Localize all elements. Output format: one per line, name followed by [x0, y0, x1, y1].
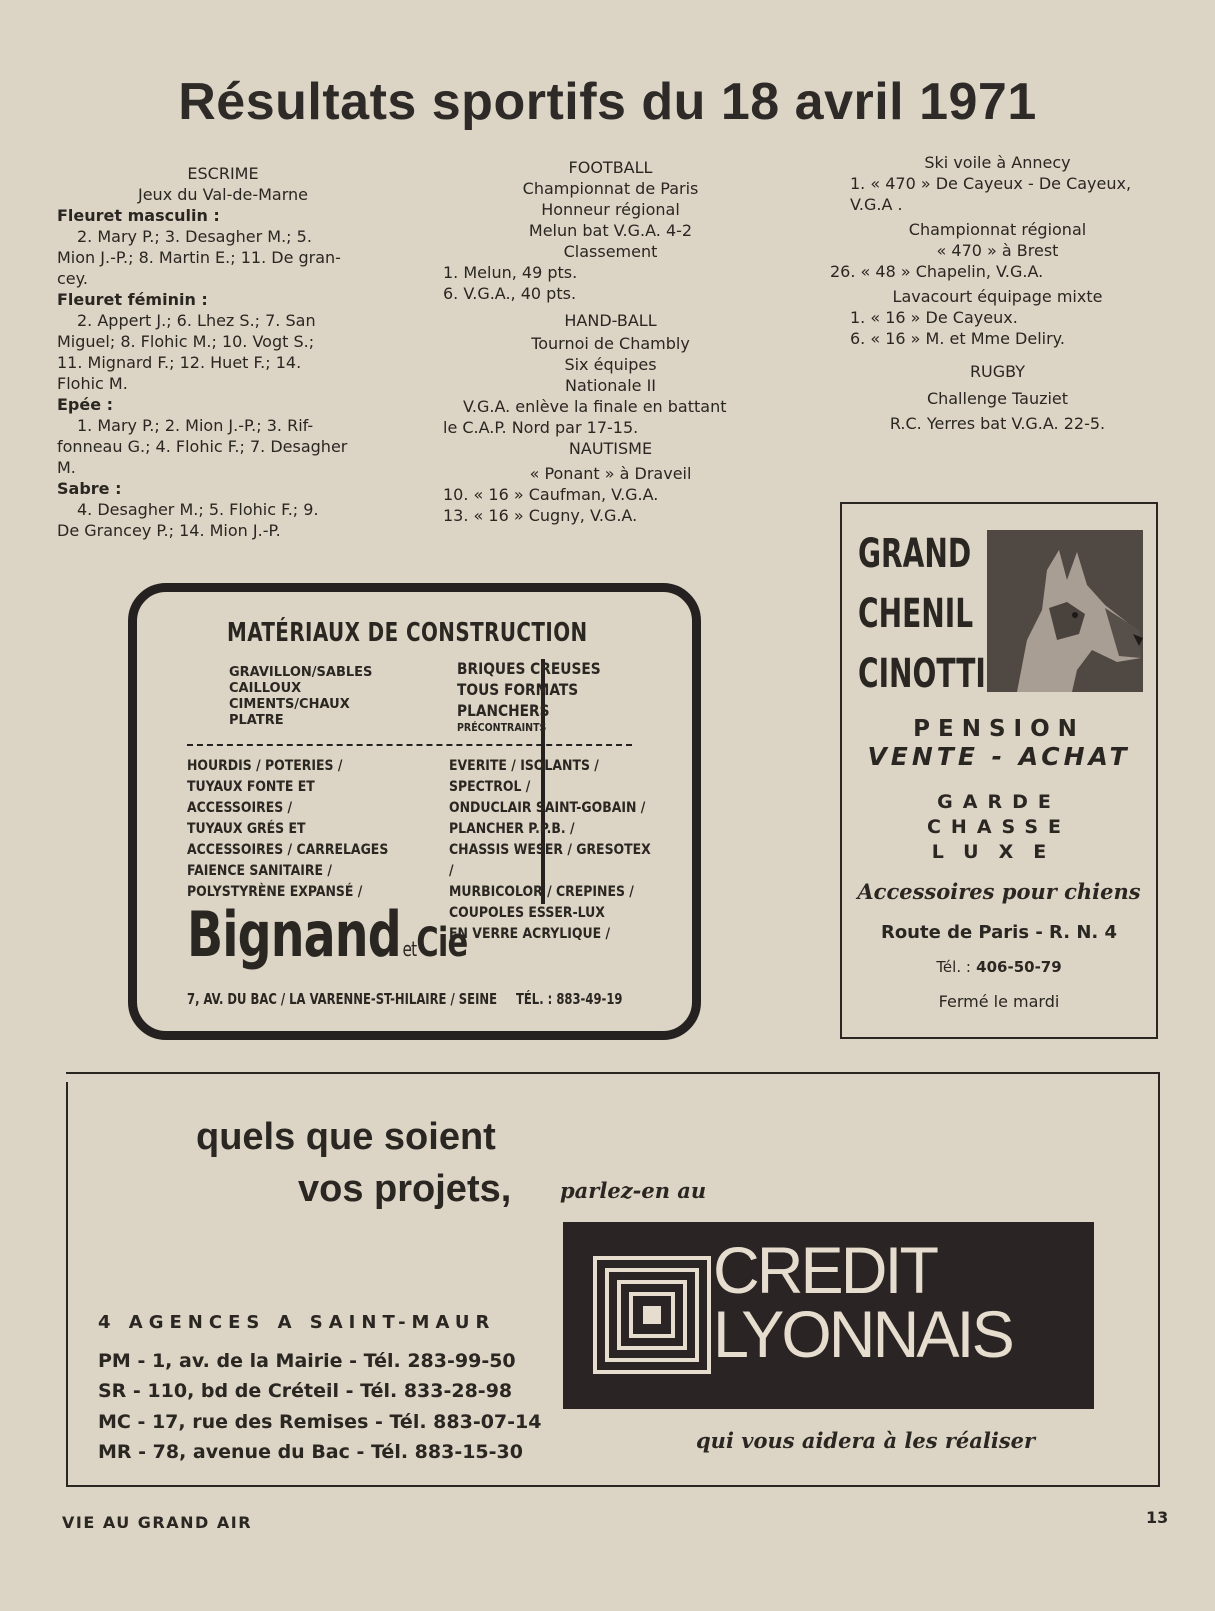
- list-item: BRIQUES CREUSES: [457, 659, 601, 678]
- tel-number: 406-50-79: [976, 958, 1062, 976]
- dashed-divider: [187, 744, 632, 746]
- list-item: CHASSIS WESER / GRESOTEX /: [449, 842, 651, 879]
- tel-label: Tél. :: [936, 958, 971, 976]
- nautisme-result: 13. « 16 » Cugny, V.G.A.: [443, 506, 638, 525]
- credit-headline-1: quels que soient: [196, 1116, 496, 1158]
- list-item: PRÉCONTRAINTS: [457, 721, 547, 734]
- middle-column: [443, 157, 778, 526]
- voile-result: 6. « 16 » M. et Mme Deliry.: [850, 329, 1065, 348]
- handball-heading: HAND-BALL: [564, 311, 657, 330]
- result-line: fonneau G.; 4. Flohic F.; 7. Desagher: [57, 437, 348, 456]
- list-item: HOURDIS / POTERIES /: [187, 758, 343, 774]
- result-line: cey.: [57, 269, 88, 288]
- list-item: POLYSTYRÈNE EXPANSÉ /: [187, 884, 363, 900]
- chenil-service: GARDE: [937, 791, 1061, 813]
- voile-result: V.G.A .: [850, 195, 903, 214]
- standing-line: 1. Melun, 49 pts.: [443, 263, 578, 282]
- credit-parlez: parlez-en au: [560, 1178, 707, 1203]
- list-item: FAIENCE SANITAIRE /: [187, 863, 332, 879]
- nautisme-result: 10. « 16 » Caufman, V.G.A.: [443, 485, 659, 504]
- list-item: ACCESSOIRES /: [187, 800, 293, 816]
- footer-magazine-name: VIE AU GRAND AIR: [62, 1513, 253, 1532]
- handball-result: V.G.A. enlève la finale en battant: [463, 397, 727, 416]
- brand-et: et: [402, 937, 417, 961]
- result-line: De Grancey P.; 14. Mion J.-P.: [57, 521, 281, 540]
- ad-materiaux-title: MATÉRIAUX DE CONSTRUCTION: [227, 618, 588, 648]
- page-number: 13: [1146, 1508, 1169, 1527]
- chenil-accessoires: Accessoires pour chiens: [857, 879, 1141, 904]
- result-line: M.: [57, 458, 76, 477]
- handball-line: Nationale II: [564, 376, 657, 395]
- chenil-service: LUXE: [931, 841, 1067, 863]
- ad-materiaux-right-small: [457, 658, 601, 735]
- result-line: 2. Mary P.; 3. Desagher M.; 5.: [77, 227, 312, 246]
- standing-line: 6. V.G.A., 40 pts.: [443, 284, 577, 303]
- escrime-column: [57, 163, 389, 541]
- agency-line: MC - 17, rue des Remises - Tél. 883-07-14: [98, 1411, 542, 1433]
- brand-name: Bignand: [187, 898, 401, 971]
- ad-materiaux-right-list: [449, 756, 658, 945]
- chenil-ferme: Fermé le mardi: [938, 992, 1060, 1011]
- section-label: Fleuret féminin :: [57, 290, 208, 309]
- result-line: 2. Appert J.; 6. Lhez S.; 7. San: [77, 311, 316, 330]
- chenil-name-line: GRAND: [858, 531, 972, 577]
- football-line: Classement: [563, 242, 658, 261]
- telephone: TÉL. : 883-49-19: [515, 990, 623, 1008]
- chenil-route: Route de Paris - R. N. 4: [880, 922, 1118, 943]
- agency-line: SR - 110, bd de Créteil - Tél. 833-28-98: [98, 1380, 513, 1402]
- handball-result: le C.A.P. Nord par 17-15.: [443, 418, 639, 437]
- list-item: TUYAUX GRÉS ET: [187, 821, 306, 837]
- right-column: [830, 152, 1165, 434]
- ad-materiaux-address: [187, 990, 622, 1008]
- list-item: ACCESSOIRES / CARRELAGES: [187, 842, 389, 858]
- agency-line: PM - 1, av. de la Mairie - Tél. 283-99-50: [98, 1350, 516, 1372]
- handball-line: Six équipes: [564, 355, 657, 374]
- football-line: Honneur régional: [541, 200, 680, 219]
- escrime-heading: ESCRIME: [187, 164, 259, 183]
- voile-heading: Lavacourt équipage mixte: [892, 287, 1103, 306]
- voile-result: 1. « 16 » De Cayeux.: [850, 308, 1018, 327]
- rugby-subheading: Challenge Tauziet: [926, 389, 1069, 408]
- chenil-name-line: CHENIL: [858, 591, 974, 637]
- result-line: Flohic M.: [57, 374, 128, 393]
- section-label: Epée :: [57, 395, 114, 414]
- voile-heading: « 470 » à Brest: [936, 241, 1059, 260]
- credit-slogan: qui vous aidera à les réaliser: [696, 1428, 1036, 1453]
- list-item: PLATRE: [229, 713, 284, 728]
- voile-result: 1. « 470 » De Cayeux - De Cayeux,: [850, 174, 1132, 193]
- voile-heading: Ski voile à Annecy: [924, 153, 1071, 172]
- handball-line: Tournoi de Chambly: [531, 334, 690, 353]
- list-item: TUYAUX FONTE ET: [187, 779, 315, 795]
- ad-materiaux-left-small: [229, 665, 372, 729]
- border-line: [66, 1082, 68, 1487]
- wordmark-line: LYONNAIS: [713, 1297, 1012, 1371]
- nautisme-heading: NAUTISME: [568, 439, 653, 458]
- result-line: Mion J.-P.; 8. Martin E.; 11. De gran-: [57, 248, 341, 267]
- border-line: [1158, 1072, 1160, 1487]
- list-item: EVERITE / ISOLANTS / SPECTROL /: [449, 758, 599, 795]
- football-line: Championnat de Paris: [522, 179, 699, 198]
- ad-credit-lyonnais: [66, 1072, 1160, 1487]
- page-title: Résultats sportifs du 18 avril 1971: [178, 73, 1037, 131]
- section-label: Sabre :: [57, 479, 122, 498]
- wordmark-line: CREDIT: [713, 1233, 937, 1307]
- nautisme-subheading: « Ponant » à Draveil: [529, 464, 692, 483]
- chenil-pension: PENSION: [913, 716, 1085, 742]
- border-line: [66, 1485, 1160, 1487]
- credit-lyonnais-wordmark: [713, 1233, 1012, 1371]
- rugby-result: R.C. Yerres bat V.G.A. 22-5.: [889, 414, 1106, 433]
- credit-headline-2: vos projets,: [298, 1168, 512, 1210]
- brand-cie: Cie: [416, 920, 468, 966]
- agency-line: MR - 78, avenue du Bac - Tél. 883-15-30: [98, 1441, 523, 1463]
- result-line: 4. Desagher M.; 5. Flohic F.; 9.: [77, 500, 319, 519]
- credit-lyonnais-emblem-icon: [593, 1256, 711, 1374]
- football-line: Melun bat V.G.A. 4-2: [528, 221, 693, 240]
- credit-lyonnais-logo: [563, 1222, 1094, 1409]
- result-line: Miguel; 8. Flohic M.; 10. Vogt S.;: [57, 332, 315, 351]
- section-label: Fleuret masculin :: [57, 206, 220, 225]
- list-item: TOUS FORMATS: [457, 680, 579, 699]
- chenil-name-line: CINOTTI: [858, 651, 986, 697]
- chenil-vente: VENTE - ACHAT: [867, 742, 1131, 771]
- address: 7, AV. DU BAC / LA VARENNE-ST-HILAIRE / SEINE: [187, 990, 498, 1008]
- list-item: GRAVILLON/SABLES: [229, 665, 373, 680]
- list-item: CIMENTS/CHAUX: [229, 697, 350, 712]
- border-line: [66, 1072, 1160, 1074]
- list-item: COUPOLES ESSER-LUX: [449, 905, 605, 921]
- list-item: CAILLOUX: [229, 681, 302, 696]
- list-item: PLANCHERS: [457, 701, 550, 720]
- dog-photo-icon: [987, 530, 1143, 692]
- list-item: PLANCHER P.P.B. /: [449, 821, 575, 837]
- credit-agences: 4 AGENCES A SAINT-MAUR: [98, 1312, 496, 1333]
- result-line: 11. Mignard F.; 12. Huet F.; 14.: [57, 353, 302, 372]
- result-line: 1. Mary P.; 2. Mion J.-P.; 3. Rif-: [77, 416, 314, 435]
- list-item: MURBICOLOR / CREPINES /: [449, 884, 634, 900]
- ad-materiaux-left-list: [187, 756, 388, 903]
- voile-heading: Championnat régional: [908, 220, 1087, 239]
- list-item: EN VERRE ACRYLIQUE /: [449, 926, 611, 942]
- voile-result: 26. « 48 » Chapelin, V.G.A.: [830, 262, 1044, 281]
- chenil-tel: [842, 958, 1156, 976]
- chenil-service: CHASSE: [926, 816, 1072, 838]
- escrime-subheading: Jeux du Val-de-Marne: [137, 185, 309, 204]
- list-item: ONDUCLAIR SAINT-GOBAIN /: [449, 800, 646, 816]
- ad-chenil: [840, 502, 1158, 1039]
- rugby-heading: RUGBY: [969, 362, 1026, 381]
- football-heading: FOOTBALL: [568, 158, 653, 177]
- ad-materiaux-brand: [187, 898, 468, 980]
- ad-materiaux: [128, 583, 701, 1040]
